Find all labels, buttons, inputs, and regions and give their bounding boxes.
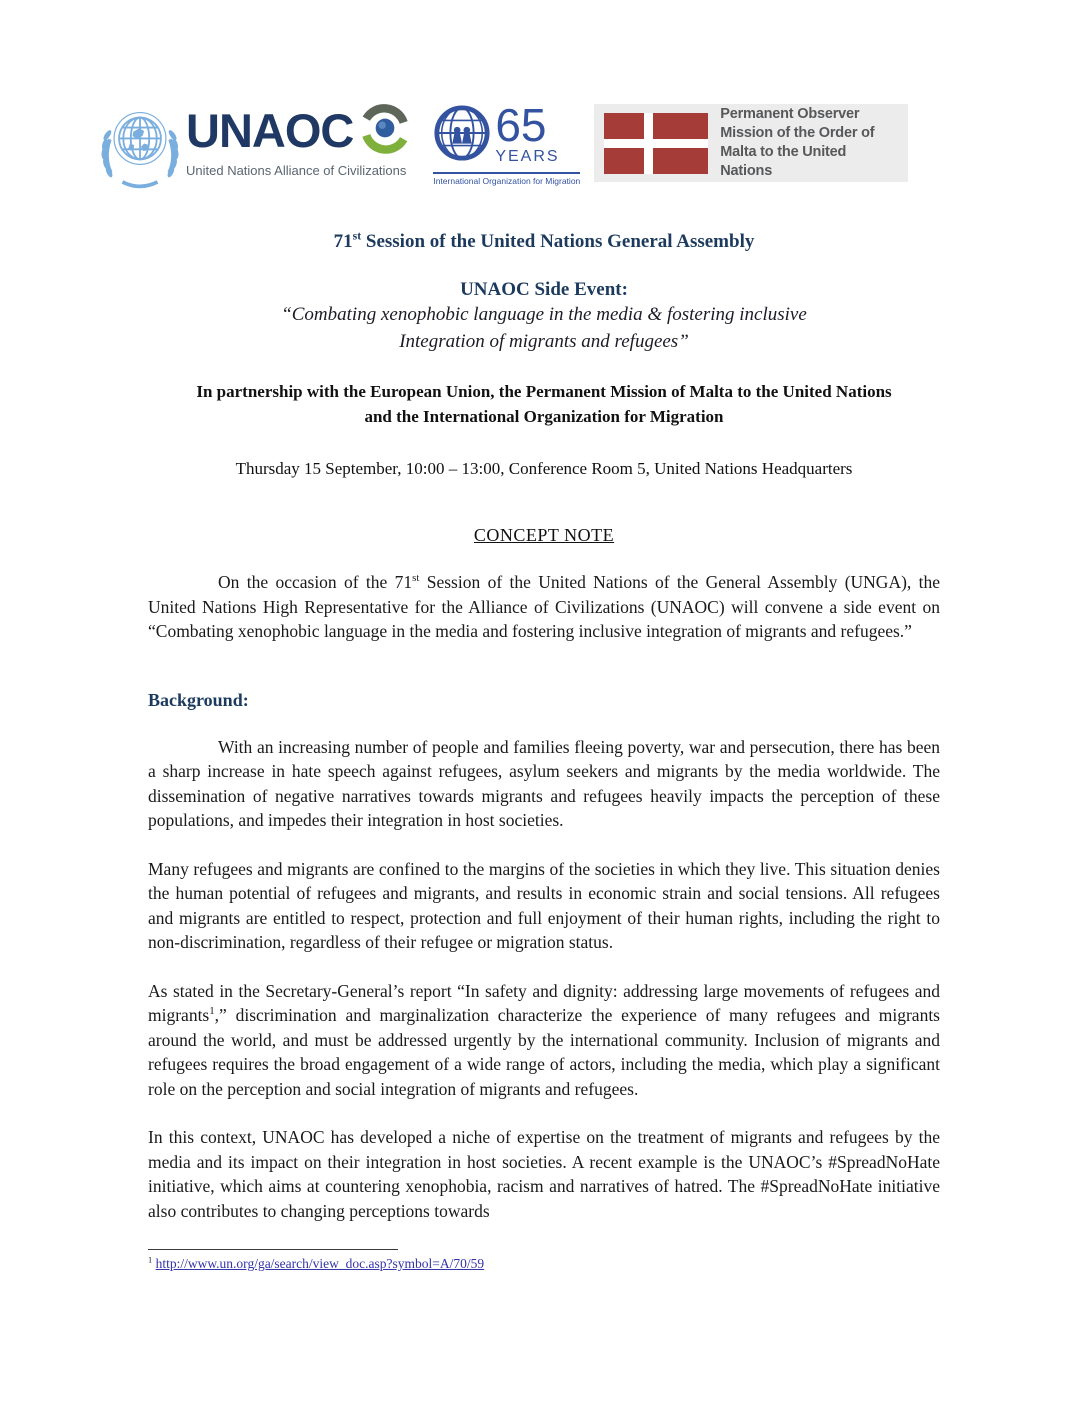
partnership-line1: In partnership with the European Union, the Permanent Mission of Malta to the United Nations: [196, 382, 892, 401]
background-paragraph-3: As stated in the Secretary-General’s report “In safety and dignity: addressing large movements of refugees and migrants$^1$,” discrimination and marginalization characterize the experience of many refugees and migrants around the world, and must be addressed urgently by the international community. Inclusion of migrants and refugees requires the broad engagement of a wide range of actors, including the media, which play a significant role on the perception and social integration of migrants and refugees.: [148, 980, 940, 1099]
event-datetime: Thursday 15 September, 10:00 – 13:00, Conference Room 5, United Nations Headquarters: [235, 459, 853, 478]
iom-globe-icon: [433, 104, 491, 167]
un-emblem-icon: [98, 100, 182, 197]
iom-years-number: 65: [495, 99, 547, 151]
document-body: [148, 570, 940, 1223]
concept-note-heading: CONCEPT NOTE: [473, 525, 615, 545]
event-quote-line2: Integration of migrants and refugees”: [399, 331, 689, 352]
footnote-marker: 1: [148, 1255, 153, 1265]
logo-header: [0, 0, 1088, 197]
malta-mission-text: Permanent Observer Mission of the Order of Malta to the United Nations: [720, 106, 875, 179]
footnote-area: [148, 1249, 940, 1272]
footnote: [148, 1256, 940, 1272]
partnership-statement: [0, 379, 1088, 429]
partnership-line2: and the International Organization for Migration: [364, 407, 724, 426]
background-paragraph-2: Many refugees and migrants are confined to the margins of the societies in which they live. This situation denies the human potential of refugees and migrants, and results in economic strain and social tensions. All refugees and migrants are entitled to respect, protection and full enjoyment of their human rights, including the right to non-discrimination, regardless of their refugee or migration status.: [148, 858, 940, 952]
event-quote-line1: “Combating xenophobic language in the media & fostering inclusive: [281, 304, 807, 325]
side-event-title: UNAOC Side Event:: [460, 279, 628, 300]
background-paragraph-1: With an increasing number of people and families fleeing poverty, war and persecution, there has been a sharp increase in hate speech against refugees, asylum seekers and migrants by the media worldwide. The dissemination of negative narratives towards migrants and refugees heavily impacts the perception of these populations, and impedes their integration in host societies.: [148, 736, 940, 830]
intro-paragraph: On the occasion of the 71st Session of the United Nations of the General Assembly (UNGA), the United Nations High Representative for the Alliance of Civilizations (UNAOC) will convene a side event on “Combating xenophobic language in the media and fostering inclusive integration of migrants and refugees.”: [148, 572, 941, 641]
footnote-separator: [148, 1249, 398, 1250]
unaoc-subtitle: United Nations Alliance of Civilizations: [186, 163, 407, 178]
iom-subtitle: International Organization for Migration: [433, 172, 580, 186]
session-title-superscript: st: [352, 229, 362, 243]
session-title: 71st Session of the United Nations General Assembly: [333, 229, 755, 252]
unaoc-wordmark: UNAOC: [186, 103, 354, 157]
iom-years-label: YEARS: [495, 148, 560, 165]
footnote-link[interactable]: http://www.un.org/ga/search/view_doc.asp?symbol=A/70/59: [155, 1256, 485, 1271]
background-heading: Background:: [148, 689, 249, 710]
unaoc-logo: [98, 100, 413, 197]
intro-superscript: st: [412, 572, 420, 585]
malta-cross-icon: [604, 113, 708, 174]
iom-logo: [433, 99, 581, 186]
malta-logo: [594, 104, 908, 182]
background-paragraph-4: In this context, UNAOC has developed a niche of expertise on the treatment of migrants and refugees by the media and its impact on their integration in host societies. A recent example is the UNAOC’s #SpreadNoHate initiative, which aims at countering xenophobia, racism and narratives of hatred. The #SpreadNoHate initiative also contributes to changing perceptions towards: [148, 1127, 940, 1221]
footnote-reference-superscript: 1: [209, 1005, 215, 1018]
unaoc-swirl-icon: [357, 100, 413, 161]
